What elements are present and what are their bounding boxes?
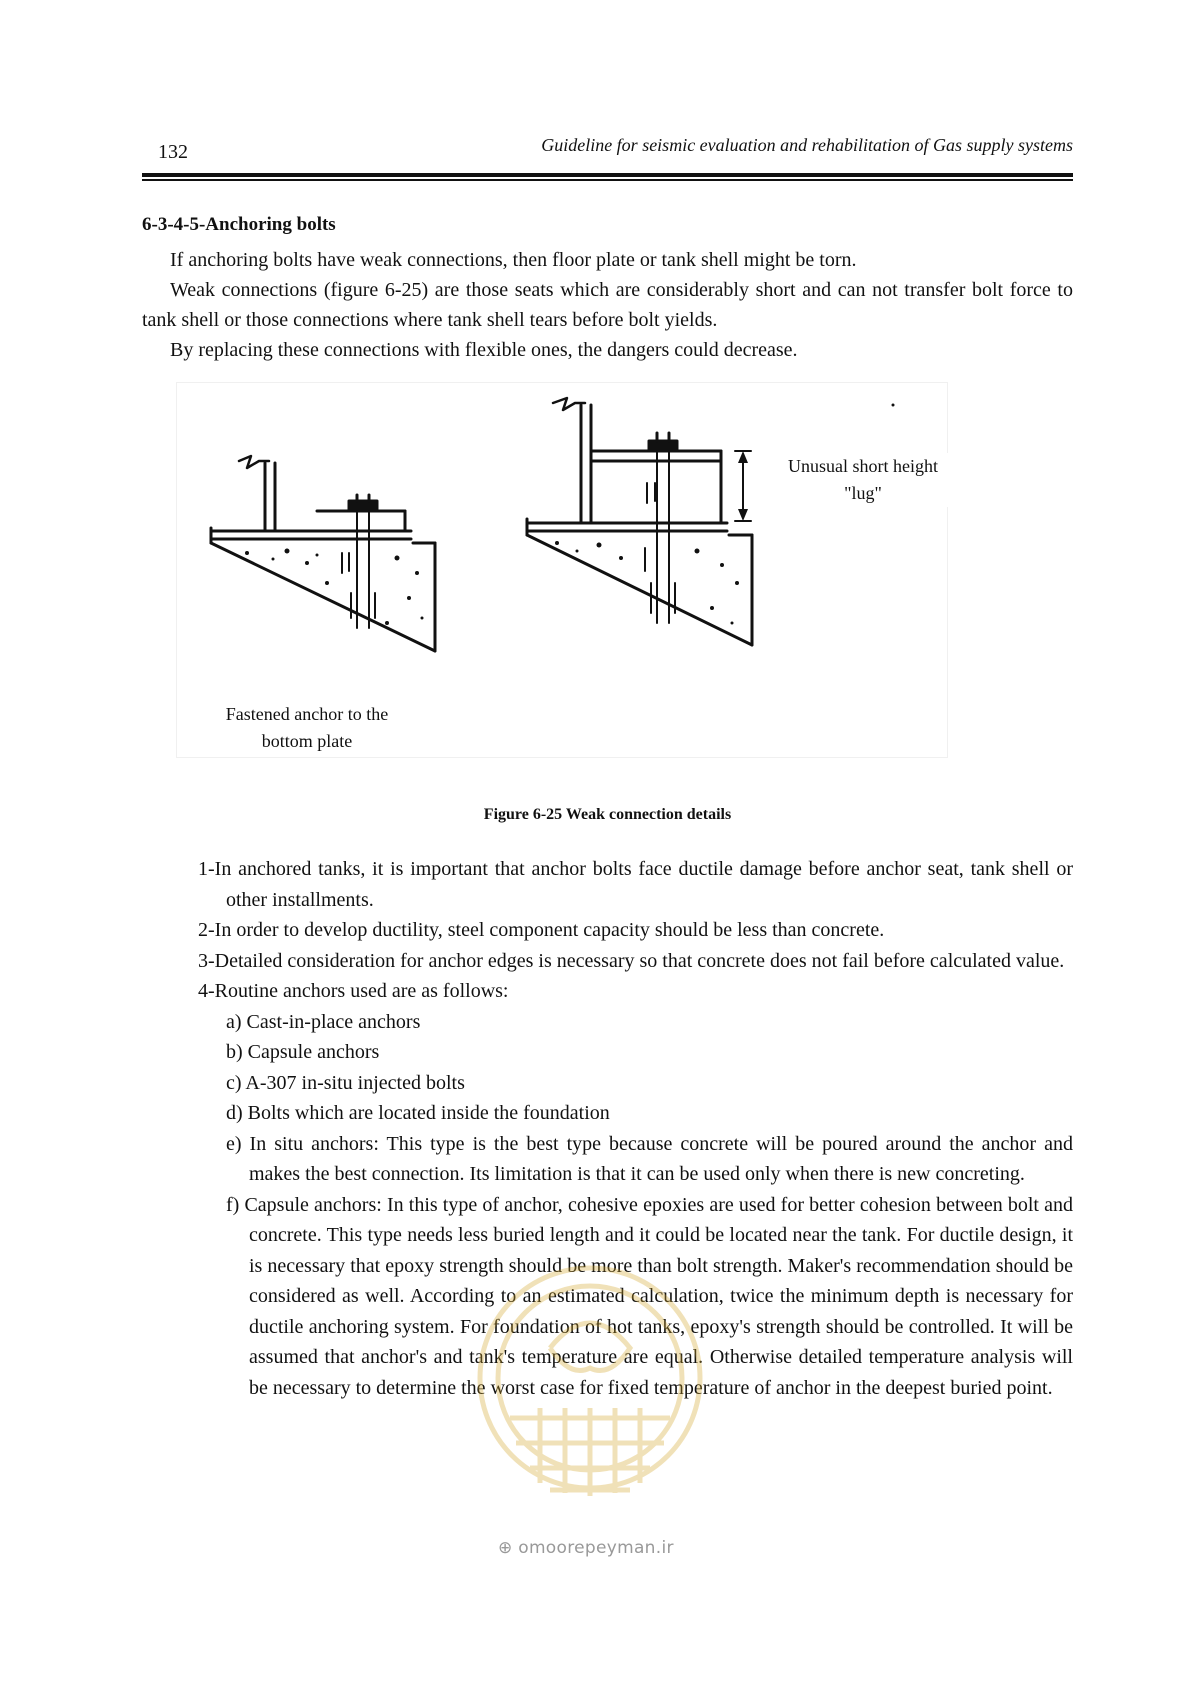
sub-list-item: b) Capsule anchors <box>226 1041 380 1063</box>
fastened-anchor-label-line-2: bottom plate <box>261 731 353 751</box>
sub-list-item: c) A-307 in-situ injected bolts <box>226 1071 465 1094</box>
short-lug-label <box>773 453 953 507</box>
header-rule-thin <box>142 179 1073 181</box>
list-item: 3-Detailed consideration for anchor edges is necessary so that concrete does not fail before calculated value. <box>198 949 1065 972</box>
watermark-url: omoorepeyman.ir <box>518 1538 674 1558</box>
fastened-anchor-label-line-1: Fastened anchor to the <box>225 704 389 724</box>
section-heading: 6-3-4-5-Anchoring bolts <box>142 214 336 235</box>
sub-list-item: a) Cast-in-place anchors <box>226 1010 421 1033</box>
sub-list-item: d) Bolts which are located inside the foundation <box>226 1102 610 1124</box>
weak-connection-figure <box>176 382 948 758</box>
sub-list-item: e) In situ anchors: This type is the best type because concrete will be poured around the anchor and makes the best connection. Its limitation is that it can be used only when there is new concreting. <box>226 1132 1073 1185</box>
watermark-text: ⊕ omoorepeyman.ir <box>498 1538 674 1558</box>
short-lug-label-line-2: "lug" <box>844 483 882 503</box>
sub-list-item: f) Capsule anchors: In this type of anchor, cohesive epoxies are used for better cohesion between bolt and concrete. This type needs less buried length and it could be located near the tank. For ductile design, it is necessary that epoxy strength should be more than bolt strength. Maker's recommendation should be considered as well. According to an estimated calculation, twice the minimum depth is necessary for ductile anchoring system. For foundation of hot tanks, epoxy's strength should be controlled. It will be assumed that anchor's and tank's temperature are equal. Otherwise detailed temperature analysis will be necessary to determine the worst case for fixed temperature of anchor in the deepest buried point. <box>226 1193 1073 1399</box>
paragraph-3: By replacing these connections with flexible ones, the dangers could decrease. <box>170 339 798 361</box>
list-item: 1-In anchored tanks, it is important that anchor bolts face ductile damage before anchor seat, tank shell or other installments. <box>198 858 1073 911</box>
page-number: 132 <box>158 141 188 163</box>
section-body <box>142 245 1073 365</box>
running-title: Guideline for seismic evaluation and rehabilitation of Gas supply systems <box>541 135 1073 155</box>
short-lug-label-line-1: Unusual short height <box>788 456 938 476</box>
fastened-anchor-label <box>207 701 407 755</box>
list-item: 4-Routine anchors used are as follows: <box>198 980 509 1002</box>
paragraph-2: Weak connections (figure 6-25) are those seats which are considerably short and can not transfer bolt force to tank shell or those connections where tank shell tears before bolt yields. <box>142 279 1073 331</box>
list-item: 2-In order to develop ductility, steel component capacity should be less than concrete. <box>198 919 885 941</box>
paragraph-1: If anchoring bolts have weak connections, then floor plate or tank shell might be torn. <box>170 249 857 271</box>
watermark-seal-icon <box>470 1228 710 1528</box>
figure-caption: Figure 6-25 Weak connection details <box>483 806 732 823</box>
header-rule-thick <box>142 173 1073 177</box>
